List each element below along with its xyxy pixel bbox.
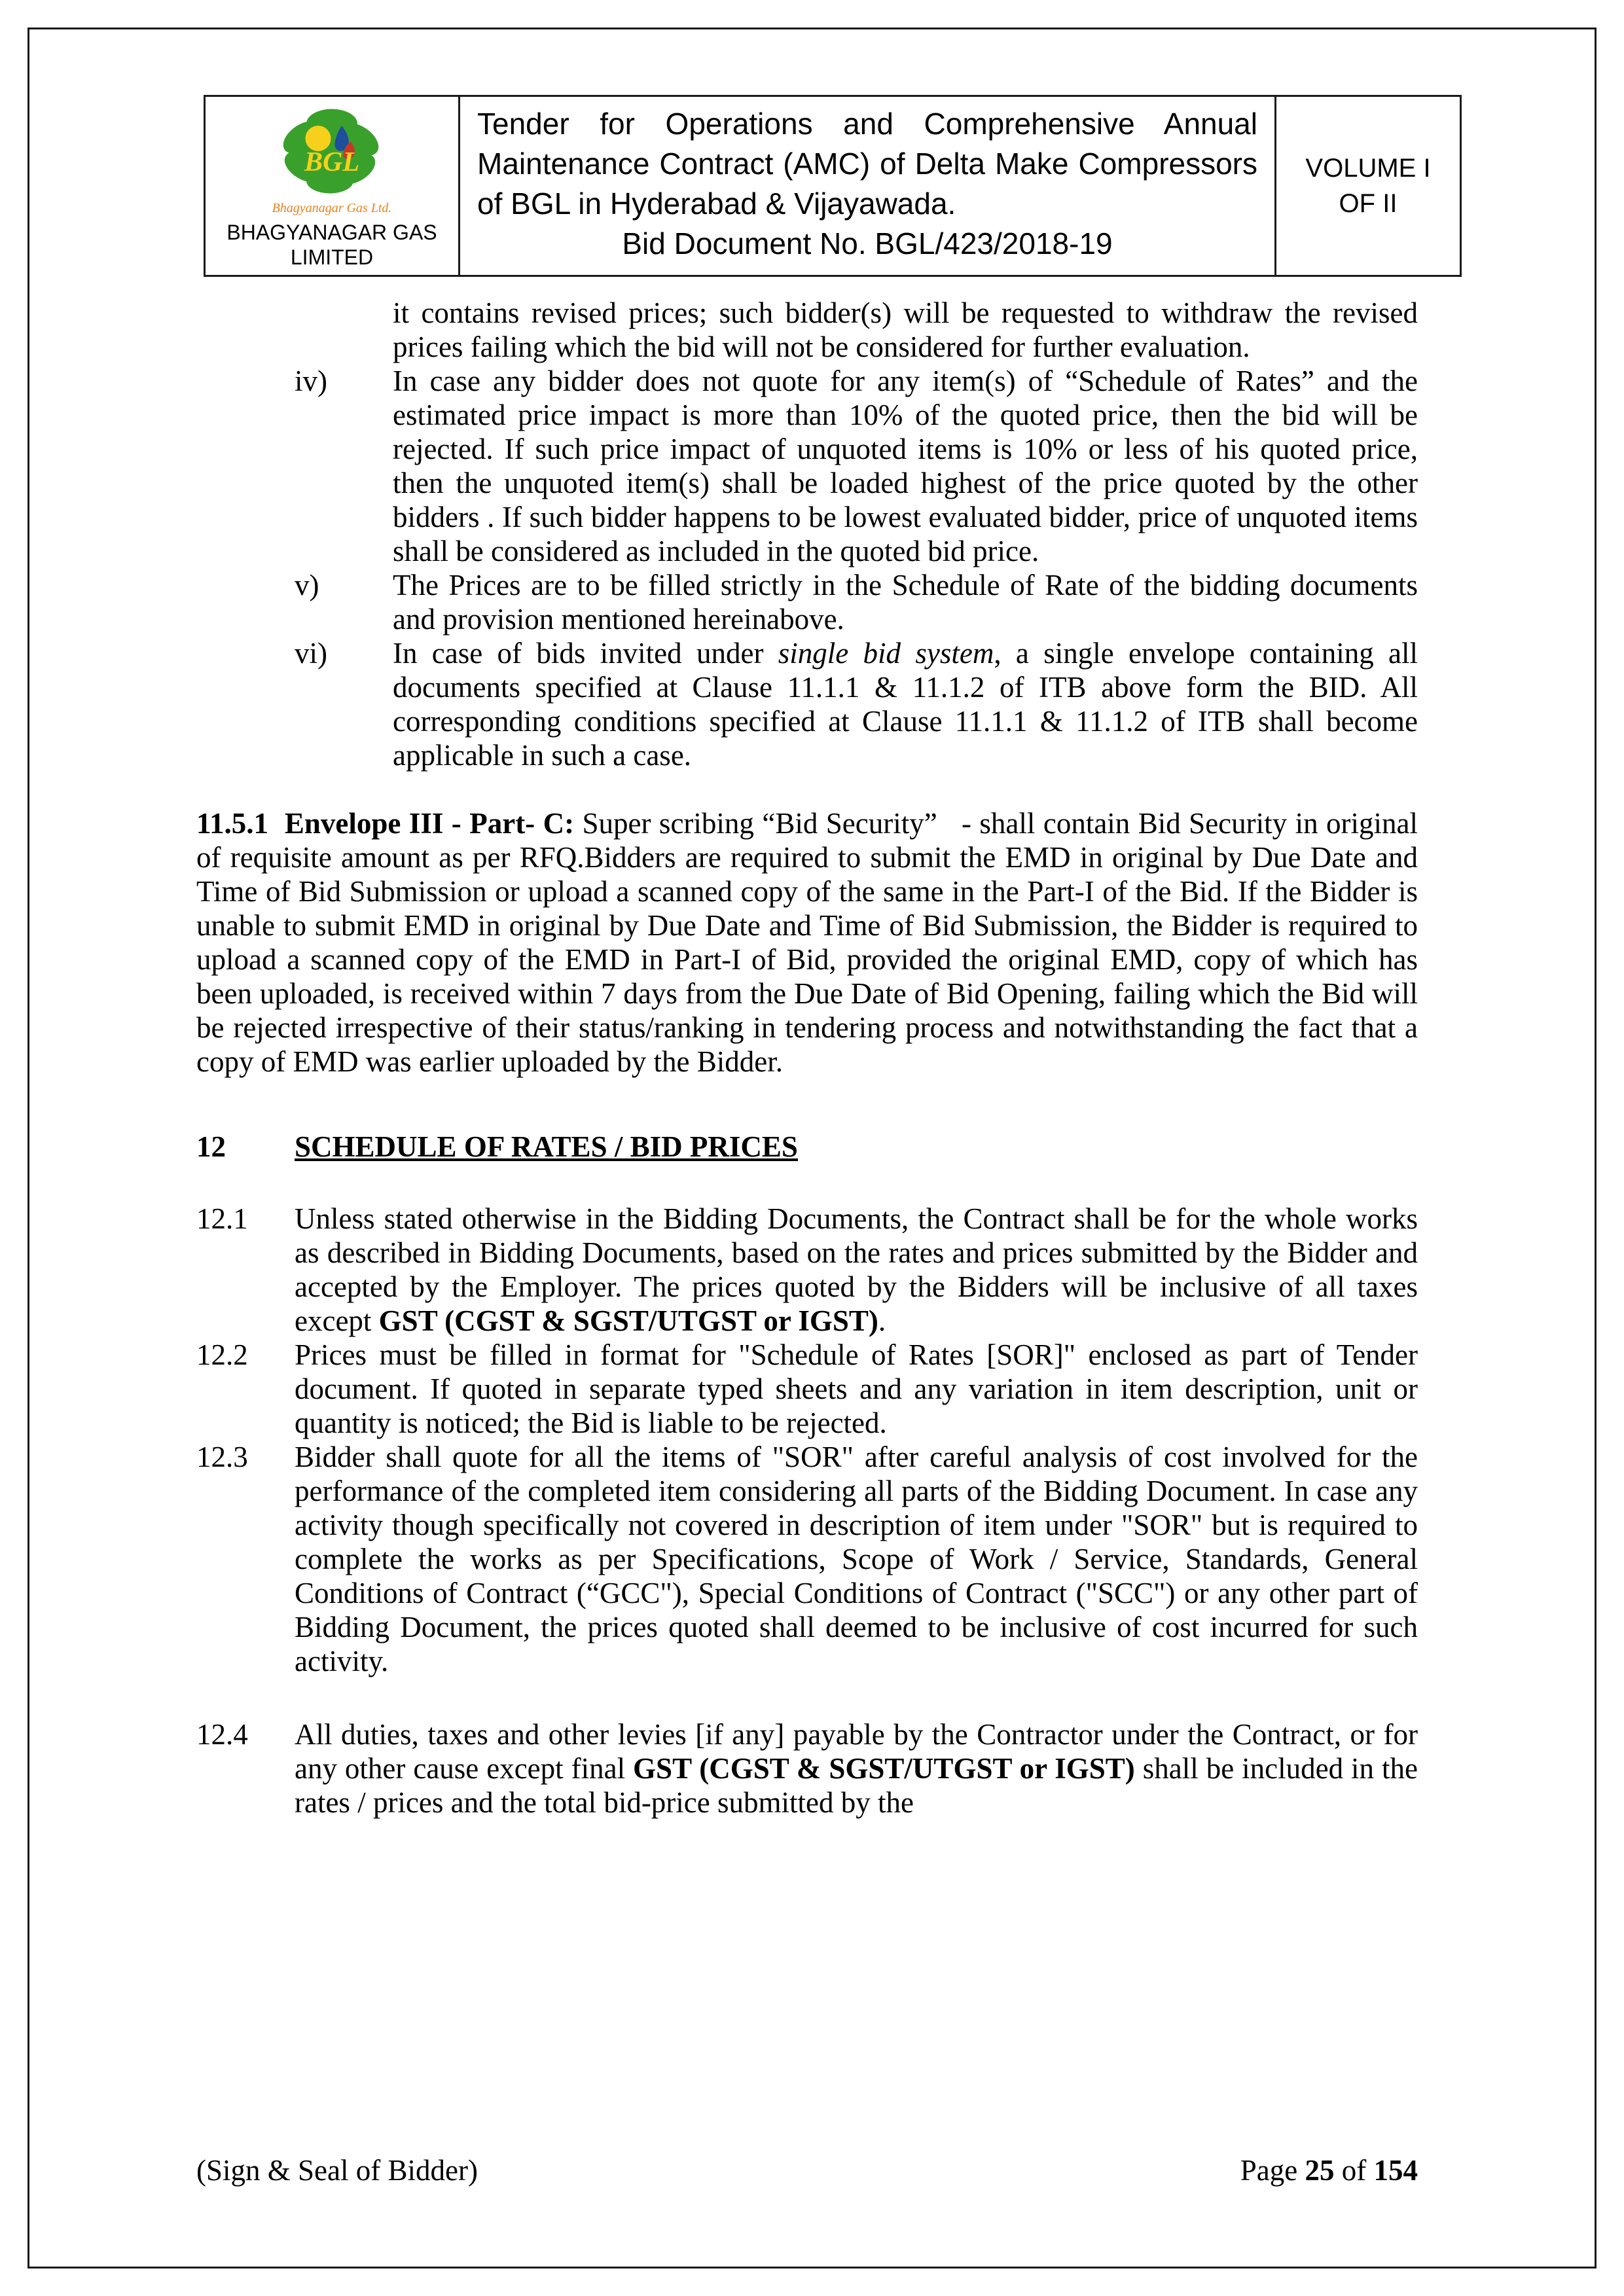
paragraph-text — [393, 365, 1418, 567]
para-11-5-1 — [196, 806, 1418, 1079]
tender-title: Tender for Operations and Comprehensive Annual Maintenance Contract (AMC) of Delta Make Compressors of BGL in Hyderabad & Vijayawada. — [477, 107, 1257, 221]
company-name — [226, 220, 437, 270]
logo-tagline: Bhagyanagar Gas Ltd. — [272, 201, 392, 215]
paragraph-text — [196, 807, 1418, 1078]
text-run: In case any bidder does not quote for any item(s) of “Schedule of Rates” and the estimated price impact is more than 10% of the quoted price, then the bid will be rejected. If such price impact of unquoted items is 10% or less of his quoted price, then the unquoted item(s) shall be loaded highest of the price quoted by the other bidders . If such bidder happens to be lowest evaluated bidder, price of unquoted items shall be considered as included in the quoted bid price. — [393, 365, 1418, 567]
para-iii-continuation — [196, 296, 1418, 364]
paragraph-text — [393, 296, 1418, 363]
text-run: SCHEDULE OF RATES / BID PRICES — [295, 1130, 798, 1163]
text-run: single bid system — [778, 637, 994, 670]
bgl-logo-icon — [270, 102, 394, 200]
text-run: 154 — [1373, 2154, 1418, 2187]
volume-cell — [1274, 97, 1460, 275]
footer — [196, 2153, 1418, 2187]
item-12-3 — [196, 1440, 1418, 1678]
item-12-2 — [196, 1338, 1418, 1440]
item-12-4 — [196, 1717, 1418, 1820]
text-run: Unless stated otherwise in the Bidding Documents, the Contract shall be for the whole works as described in Bidding Documents, based on the rates and prices submitted by the Bidder and accepted by the Employer. The prices quoted by the Bidders will be inclusive of all taxes except — [295, 1202, 1418, 1337]
company-name-line1: BHAGYANAGAR GAS — [226, 221, 437, 244]
paragraph-text — [393, 569, 1418, 636]
item-marker: v) — [295, 569, 319, 601]
heading-12 — [196, 1130, 1418, 1164]
text-run: of — [1334, 2154, 1374, 2187]
text-run: All duties, taxes and other levies [if any] payable by the Contractor under the Contract, or for any other cause except final — [295, 1718, 1418, 1785]
text-run: Super scribing “Bid Security” - shall contain Bid Security in original of requisite amount as per RFQ.Bidders are required to submit the EMD in original by Due Date and Time of Bid Submission or upload a scanned copy of the same in the Part-I of the Bid. If the Bidder is unable to submit EMD in original by Due Date and Time of Bid Submission, the Bidder is required to upload a scanned copy of the EMD in Part-I of Bid, provided the original EMD, copy of which has been uploaded, is received within 7 days from the Due Date of Bid Opening, failing which the Bid will be rejected irrespective of their status/ranking in tendering process and notwithstanding the fact that a copy of EMD was earlier uploaded by the Bidder. — [196, 807, 1418, 1078]
paragraph-text — [295, 1441, 1418, 1677]
text-run: , a single envelope containing all documents specified at Clause 11.1.1 & 11.1.2 of ITB above form the BID. All corresponding conditions specified at Clause 11.1.1 & 11.1.2 of ITB shall become applicable in such a case. — [393, 637, 1418, 772]
text-run: In case of bids invited under — [393, 637, 778, 670]
paragraph-text — [393, 637, 1418, 772]
item-marker: 12.3 — [196, 1441, 248, 1473]
text-run: 11.5.1 Envelope III - Part- C: — [196, 807, 575, 840]
item-marker: 12.4 — [196, 1718, 248, 1751]
text-run: Page — [1240, 2154, 1305, 2187]
item-iv — [196, 364, 1418, 568]
logo-acronym: BGL — [304, 147, 359, 177]
bid-document-number: Bid Document No. BGL/423/2018-19 — [622, 226, 1113, 260]
item-vi — [196, 636, 1418, 772]
text-run: Prices must be filled in format for "Schedule of Rates [SOR]" enclosed as part of Tender document. If quoted in separate typed sheets and any variation in item description, unit or quantity is noticed; the Bid is liable to be rejected. — [295, 1338, 1418, 1439]
paragraph-text — [295, 1718, 1418, 1819]
sign-seal-label: (Sign & Seal of Bidder) — [196, 2154, 478, 2187]
text-run: The Prices are to be filled strictly in the Schedule of Rate of the bidding documents and provision mentioned hereinabove. — [393, 569, 1418, 636]
volume-line1: VOLUME I — [1305, 154, 1431, 183]
paragraph-text — [295, 1202, 1418, 1337]
text-run: . — [878, 1304, 886, 1337]
text-run: Bidder shall quote for all the items of "SOR" after careful analysis of cost involved for the performance of the completed item considering all parts of the Bidding Document. In case any activity though specifically not covered in description of item under "SOR" but is required to complete the works as per Specifications, Scope of Work / Service, Standards, General Conditions of Contract (“GCC"), Special Conditions of Contract ("SCC") or any other part of Bidding Document, the prices quoted shall deemed to be inclusive of cost incurred for such activity. — [295, 1441, 1418, 1677]
item-marker: 12.1 — [196, 1202, 248, 1235]
document-body — [196, 296, 1418, 1820]
volume-line2: OF II — [1339, 189, 1398, 218]
paragraph-text — [295, 1130, 798, 1163]
item-marker: iv) — [295, 365, 327, 397]
logo-cell — [206, 97, 458, 275]
text-run: shall be included in the rates / prices and the total bid-price submitted by the — [295, 1752, 1418, 1819]
page-number — [1240, 2153, 1418, 2187]
item-12-1 — [196, 1202, 1418, 1338]
company-name-line2: LIMITED — [290, 245, 374, 269]
header-table — [204, 95, 1462, 277]
item-marker: 12.2 — [196, 1338, 248, 1371]
text-run: it contains revised prices; such bidder(s) will be requested to withdraw the revised prices failing which the bid will not be considered for further evaluation. — [393, 296, 1418, 363]
item-v — [196, 568, 1418, 636]
item-marker: vi) — [295, 637, 327, 670]
text-run: 25 — [1305, 2154, 1335, 2187]
title-cell — [458, 97, 1274, 275]
paragraph-text — [295, 1338, 1418, 1439]
text-run: GST (CGST & SGST/UTGST or IGST) — [378, 1304, 878, 1337]
item-marker: 12 — [196, 1130, 226, 1163]
text-run: GST (CGST & SGST/UTGST or IGST) — [633, 1752, 1135, 1785]
